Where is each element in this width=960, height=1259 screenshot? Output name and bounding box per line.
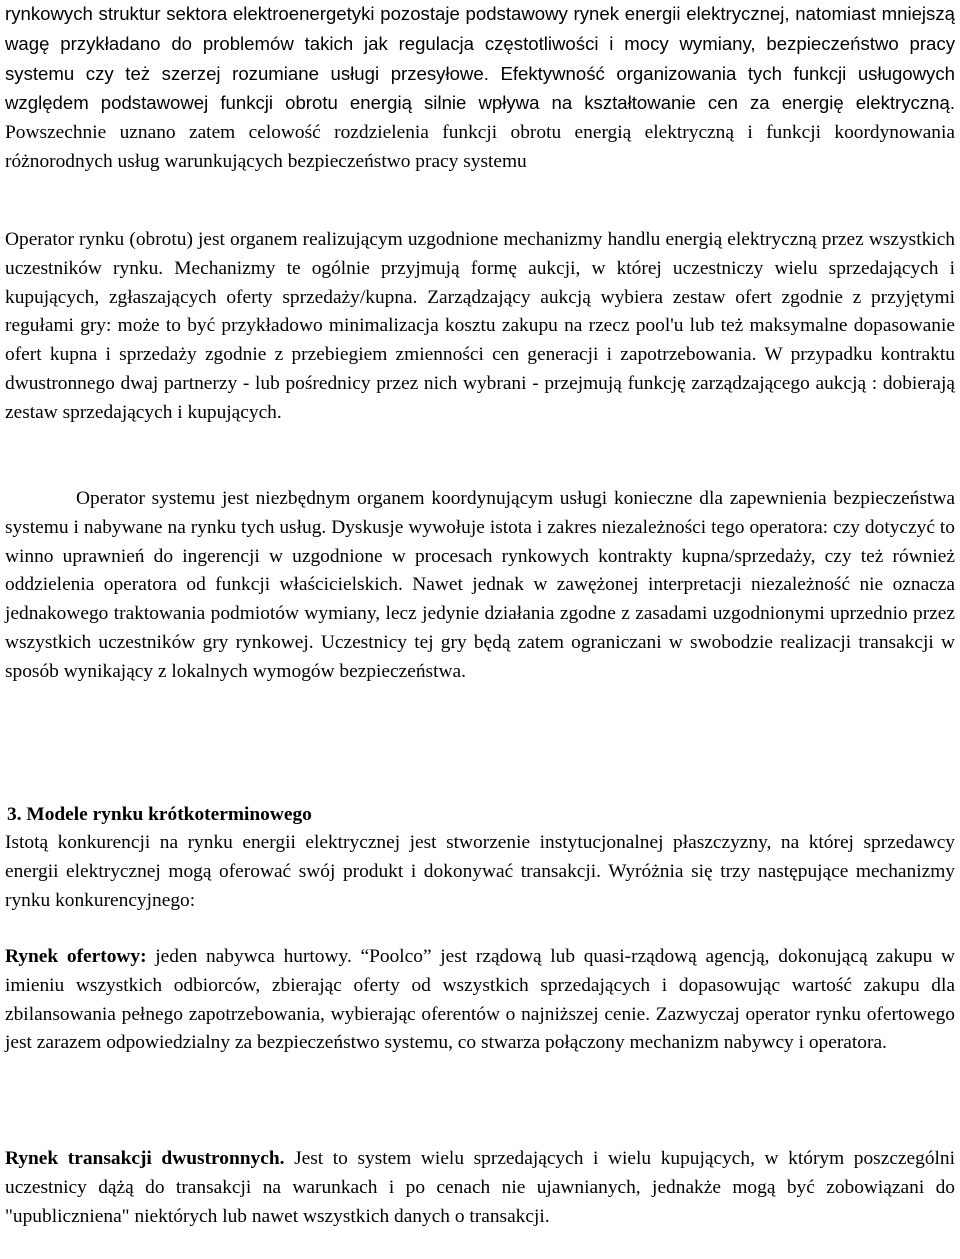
intro-paragraph-sans-part: rynkowych struktur sektora elektroenergetyki pozostaje podstawowy rynek energii elektrycznej, natomiast mniejszą wagę przykładano do problemów takich jak regulacja częstotliwości i mocy wymiany, bezpieczeństwo pracy systemu czy też szerzej rozumiane usługi przesyłowe. Efektywność organizowania tych funkcji usługowych względem podstawowej funkcji obrotu energią silnie wpływa na kształtowanie cen za energię elektryczną. <box>5 3 955 114</box>
bilateral-market-term: Rynek transakcji dwustronnych. <box>5 1148 285 1169</box>
offer-market-body: jeden nabywca hurtowy. “Poolco” jest rządową lub quasi-rządową agencją, dokonującą zakupu w imieniu wszystkich odbiorców, zbierając oferty od wszystkich sprzedających i dopasowując wartość zakupu dla zbilansowania pełnego zapotrzebowania, wybierając oferentów o najniższej cenie. Zazwyczaj operator rynku ofertowego jest zarazem odpowiedzialny za bezpieczeństwo systemu, co stwarza połączony mechanizm nabywcy i operatora. <box>5 946 956 1054</box>
market-operator-paragraph: Operator rynku (obrotu) jest organem realizującym uzgodnione mechanizmy handlu energią elektryczną przez wszystkich uczestników rynku. Mechanizmy te ogólnie przyjmują formę aukcji, w której uczestniczy wielu sprzedających i kupujących, zgłaszających oferty sprzedaży/kupna. Zarządzający aukcją wybiera zestaw ofert zgodnie z przyjętymi regułami gry: może to być przykładowo minimalizacja kosztu zakupu na rzecz pool'u lub też maksymalne dopasowanie ofert kupna i sprzedaży zgodnie z przebiegiem zmienności cen generacji i zapotrzebowania. W przypadku kontraktu dwustronnego dwaj partnerzy - lub pośrednicy przez nich wybrani - przejmują funkcję zarządzającego aukcją : dobierają zestaw sprzedających i kupujących. <box>5 229 955 423</box>
bilateral-market-body: Jest to system wielu sprzedających i wielu kupujących, w którym poszczególni uczestnicy dążą do transakcji na warunkach i po cenach nie ujawnianych, jednakże mogą być zobowiązani do "upubliczniena" niektórych lub nawet wszystkich danych o transakcji. <box>5 1148 956 1227</box>
bilateral-market-paragraph <box>5 1145 955 1231</box>
intro-paragraph-serif-part: Powszechnie uznano zatem celowość rozdzielenia funkcji obrotu energią elektryczną i funkcji koordynowania różnorodnych usług warunkujących bezpieczeństwo pracy systemu <box>5 122 955 172</box>
section-intro-paragraph: Istotą konkurencji na rynku energii elektrycznej jest stworzenie instytucjonalnej płaszczyzny, na której sprzedawcy energii elektrycznej mogą oferować swój produkt i dokonywać transakcji. Wyróżnia się trzy następujące mechanizmy rynku konkurencyjnego: <box>5 832 955 911</box>
offer-market-paragraph <box>5 943 955 1058</box>
intro-paragraph <box>5 0 955 177</box>
section-heading: 3. Modele rynku krótkoterminowego <box>7 804 312 825</box>
system-operator-paragraph: Operator systemu jest niezbędnym organem koordynującym usługi konieczne dla zapewnienia bezpieczeństwa systemu i nabywane na rynku tych usług. Dyskusje wywołuje istota i zakres niezależności tego operatora: czy dotyczyć to winno uprawnień do ingerencji w uzgodnione w procesach rynkowych kontrakty kupna/sprzedaży, czy też również oddzielenia operatora od funkcji właścicielskich. Nawet jednak w zawężonej interpretacji niezależność nie oznacza jednakowego traktowania podmiotów wymiany, lecz jedynie działania zgodne z zasadami uzgodnionymi uprzednio przez wszystkich uczestników gry rynkowej. Uczestnicy tej gry będą zatem ograniczani w swobodzie realizacji transakcji w sposób wynikający z lokalnych wymogów bezpieczeństwa. <box>5 488 955 682</box>
offer-market-term: Rynek ofertowy: <box>5 946 147 967</box>
